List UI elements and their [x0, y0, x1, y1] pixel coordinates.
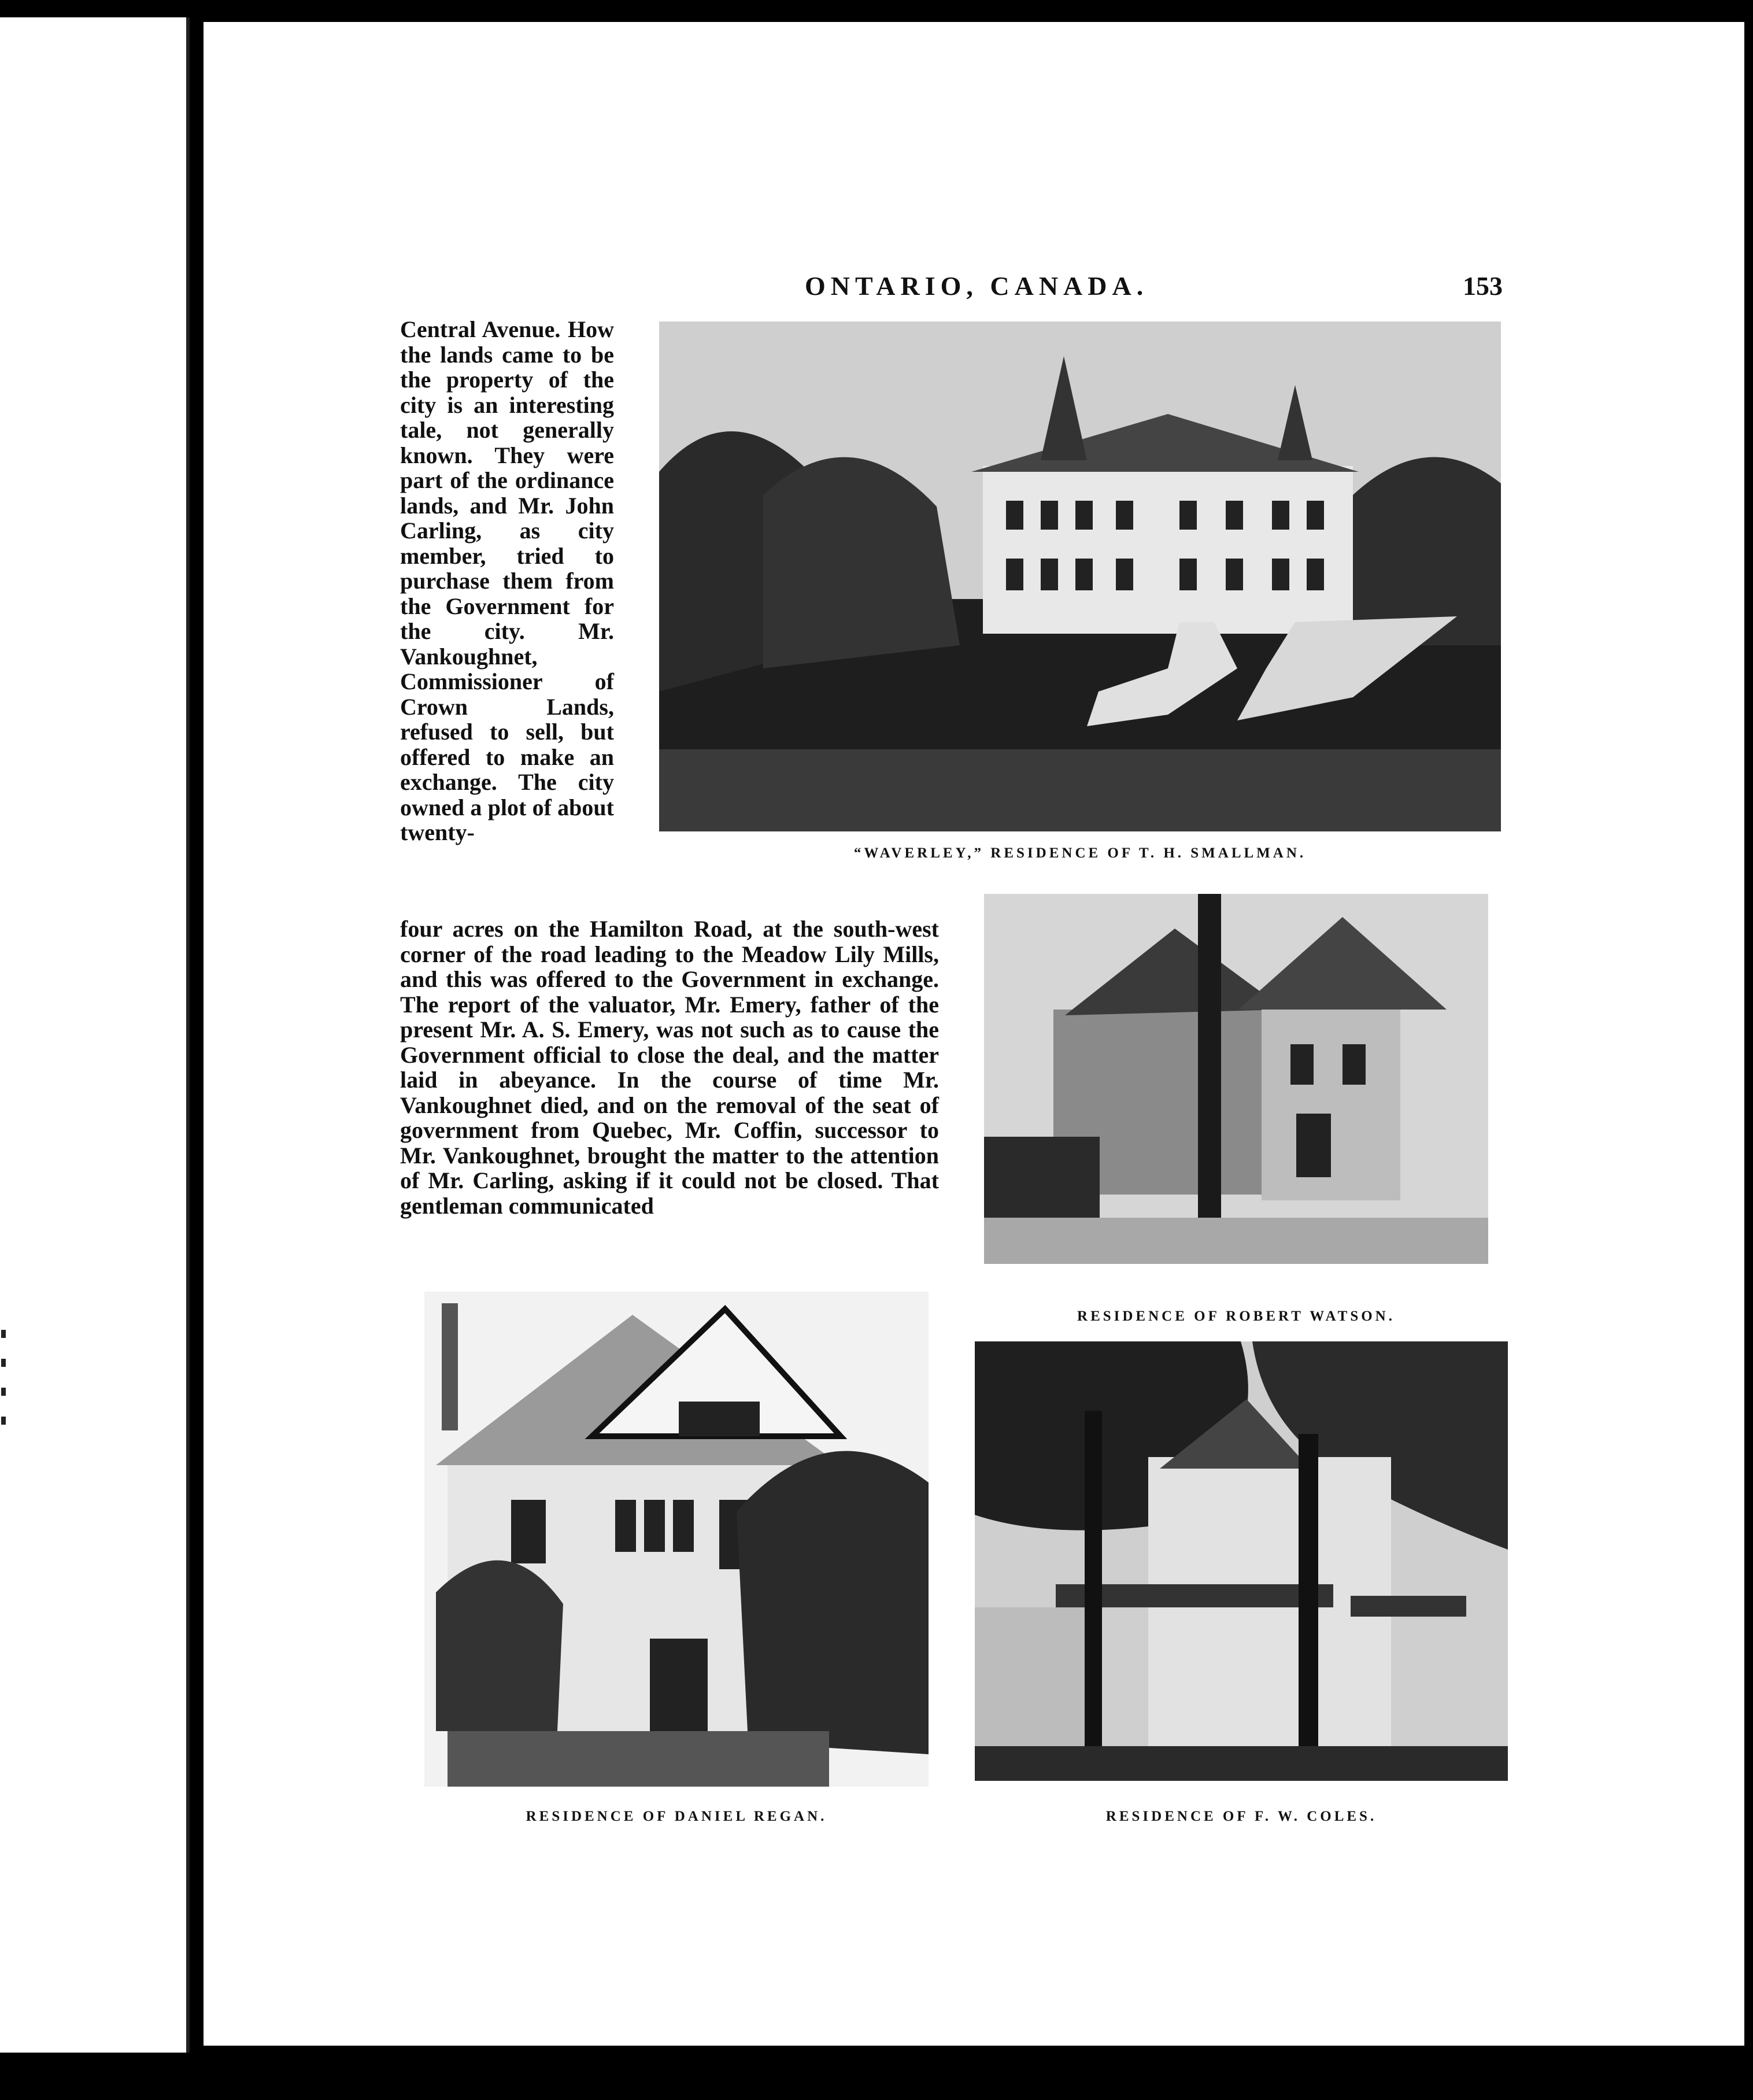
edge-mark: [1, 1417, 6, 1425]
caption-f-w-coles: RESIDENCE OF F. W. COLES.: [1105, 1809, 1377, 1824]
edge-mark: [1, 1330, 6, 1338]
body-text-wide-column: four acres on the Hamilton Road, at the south-west corner of the road leading to the Meadow Lily Mills, and this was offered to the Government in exchange. The report of the valuator, Mr. Emery, father of the present Mr. A. S. Emery, was not such as to cause the Government official to close the deal, and the matter laid in abeyance. In the course of time Mr. Vankoughnet died, and on the removal of the seat of government from Quebec, Mr. Coffin, successor to Mr. Vankoughnet, brought the matter to the attention of Mr. Carling, asking if it could not be closed. That gentleman communicated: [400, 916, 939, 1219]
body-text-narrow-column: Central Avenue. How the lands came to be the property of the city is an interesting tale, not generally known. They were part of the ordinance lands, and Mr. John Carling, as city member, tried to purchase them from the Government for the city. Mr. Vankoughnet, Commissioner of Crown Lands, refused to sell, but offered to make an exchange. The city owned a plot of about twenty-: [400, 316, 614, 845]
edge-mark: [1, 1359, 6, 1367]
caption-waverley: “WAVERLEY,” RESIDENCE OF T. H. SMALLMAN.: [853, 845, 1307, 861]
book-page: [204, 22, 1744, 2046]
caption-daniel-regan: RESIDENCE OF DANIEL REGAN.: [526, 1809, 827, 1824]
photo-robert-watson: [984, 894, 1488, 1264]
caption-robert-watson: RESIDENCE OF ROBERT WATSON.: [1077, 1308, 1395, 1324]
edge-mark: [1, 1388, 6, 1396]
photo-f-w-coles: [975, 1341, 1508, 1781]
page-number: 153: [1463, 271, 1503, 301]
page-header: [204, 265, 1744, 317]
facing-page-edge: [0, 17, 190, 2053]
photo-waverley: [659, 321, 1501, 831]
photo-daniel-regan: [424, 1292, 929, 1787]
running-head: ONTARIO, CANADA.: [805, 271, 1149, 301]
